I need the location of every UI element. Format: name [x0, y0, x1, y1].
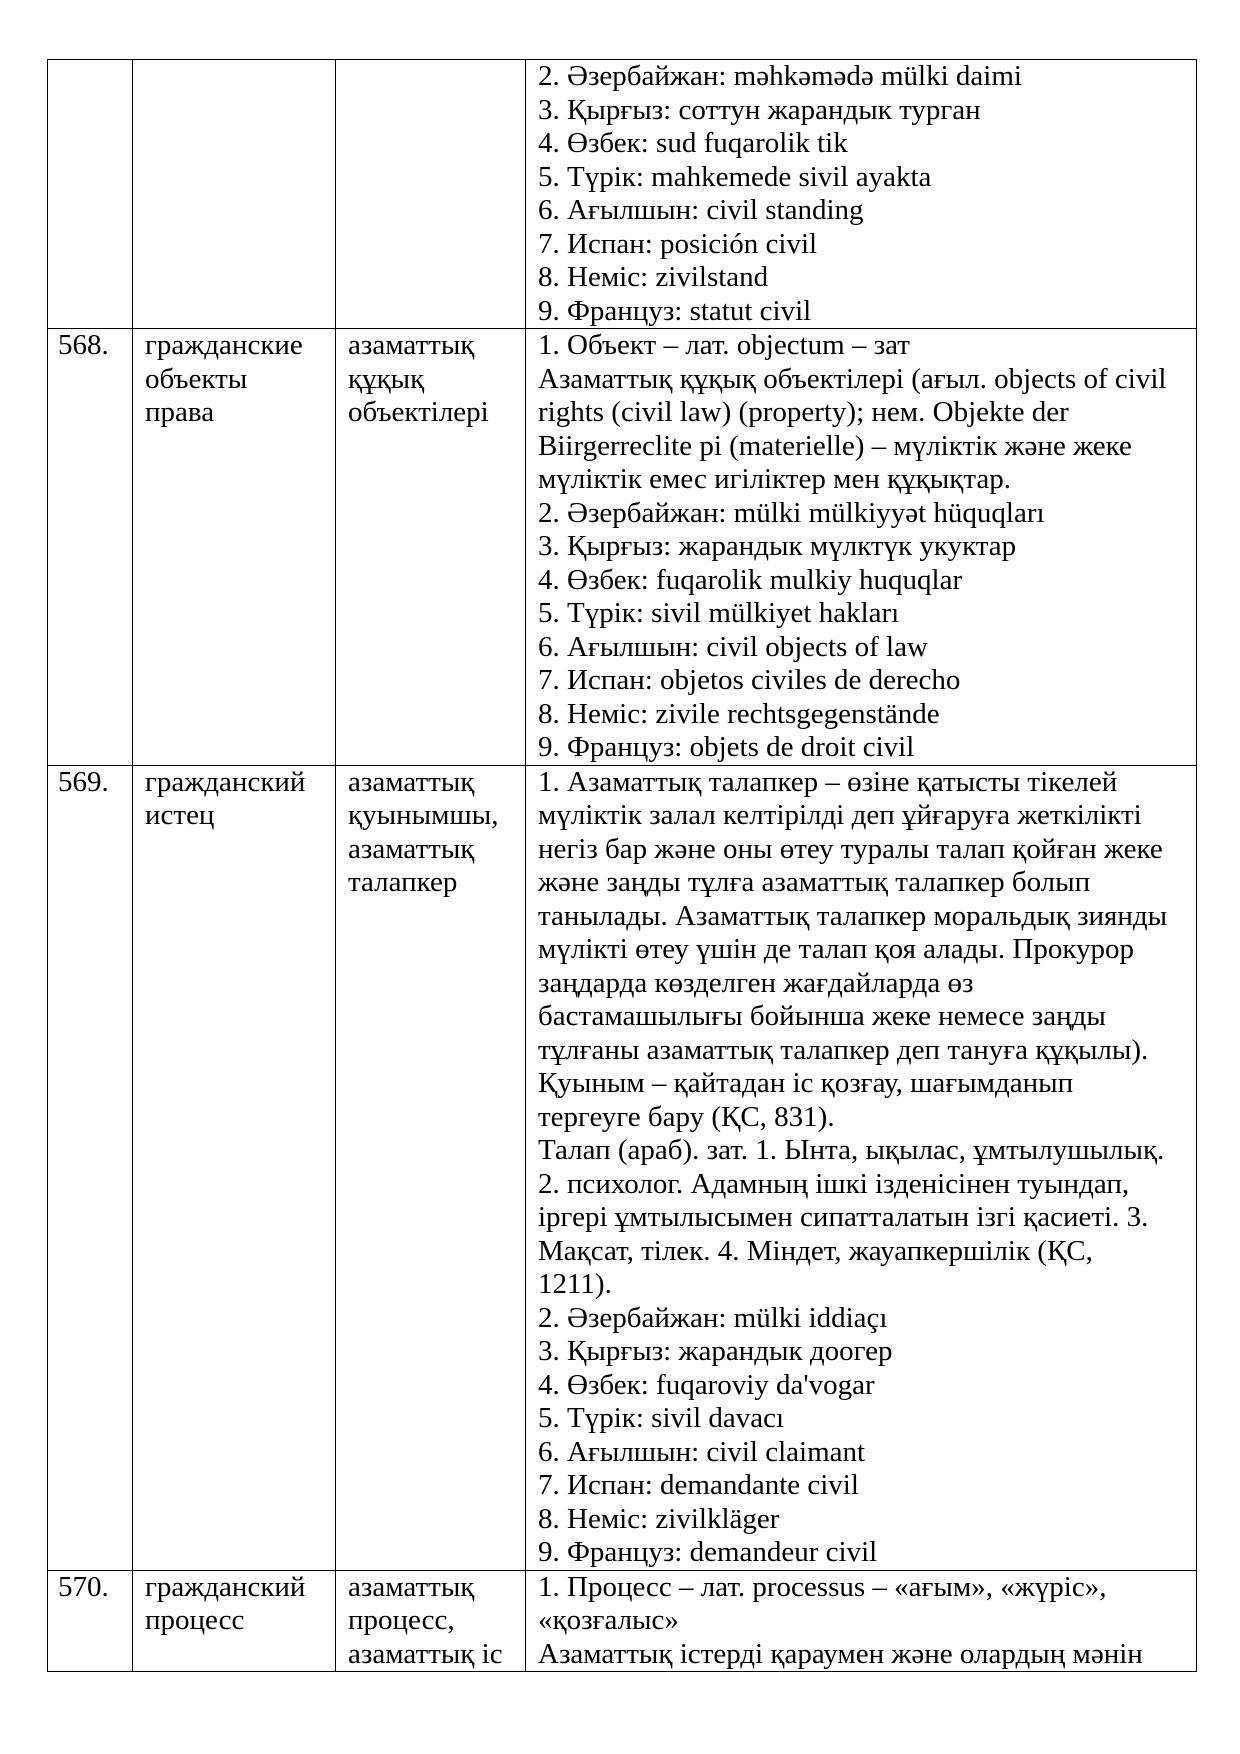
- term-kazakh-line: азаматтық іс: [348, 1637, 503, 1670]
- definition-line: 7. Испан: demandante civil: [538, 1469, 859, 1501]
- term-russian: [133, 765, 336, 1570]
- definition-line: 8. Неміс: zivilkläger: [538, 1502, 780, 1535]
- definition-line: 5. Түрік: mahkemede sivil ayakta: [538, 160, 932, 193]
- definition-line: 4. Өзбек: fuqarolik mulkiy huquqlar: [538, 563, 963, 596]
- definition: [526, 765, 1197, 1570]
- entry-number: [48, 60, 133, 329]
- definition-line: 9. Француз: objets de droit civil: [538, 731, 915, 763]
- definition-line: 2. Әзербайжан: məhkəmədə mülki daimi: [538, 60, 1022, 92]
- entry-number-text: 568.: [58, 329, 109, 361]
- definition-line: 2. Әзербайжан: mülki iddiaçı: [538, 1301, 888, 1334]
- entry-number: [48, 765, 133, 1570]
- definition-line: 2. психолог. Адамның ішкі ізденісінен туындап,: [538, 1167, 1130, 1200]
- term-kazakh-line: қуынымшы,: [348, 799, 499, 831]
- definition-line: 3. Қырғыз: жарандык доогер: [538, 1335, 893, 1367]
- definition-line: 7. Испан: posición civil: [538, 227, 818, 260]
- term-kazakh-line: азаматтық: [348, 1570, 475, 1603]
- definition-line: 6. Ағылшын: civil standing: [538, 194, 864, 226]
- definition-line: 7. Испан: objetos civiles de derecho: [538, 664, 961, 696]
- definition-line: тұлғаны азаматтық талапкер деп тануға құқылы).: [538, 1033, 1149, 1066]
- term-kazakh-line: процесс,: [348, 1604, 455, 1636]
- definition-line: 6. Ағылшын: civil claimant: [538, 1435, 866, 1468]
- table-row: [48, 60, 1197, 329]
- definition-line: 1. Объект – лат. objectum – зат: [538, 329, 910, 361]
- term-kazakh: [336, 1570, 526, 1672]
- term-russian: [133, 1570, 336, 1672]
- definition-line: «қозғалыс»: [538, 1604, 679, 1636]
- term-russian-line: права: [145, 396, 215, 428]
- definition-line: 9. Француз: statut civil: [538, 294, 812, 327]
- term-kazakh: [336, 329, 526, 766]
- term-russian-line: гражданский: [145, 1570, 306, 1603]
- definition: [526, 329, 1197, 766]
- term-kazakh: [336, 765, 526, 1570]
- table-row: [48, 1570, 1197, 1672]
- definition-line: танылады. Азаматтық талапкер моральдық зиянды: [538, 899, 1168, 932]
- definition-line: 5. Түрік: sivil davacı: [538, 1402, 785, 1434]
- definition-line: іргері ұмтылысымен сипатталатын ізгі қасиеті. 3.: [538, 1201, 1149, 1233]
- term-kazakh-line: талапкер: [348, 866, 458, 898]
- term-russian: [133, 329, 336, 766]
- definition-line: 1. Процесс – лат. processus – «ағым», «жүріс»,: [538, 1570, 1107, 1603]
- definition-line: Азаматтық істерді қараумен және олардың мәнін: [538, 1637, 1143, 1670]
- definition-line: 1. Азаматтық талапкер – өзіне қатысты тікелей: [538, 765, 1118, 798]
- definition-line: заңдарда көзделген жағдайларда өз: [538, 966, 974, 999]
- definition-line: 4. Өзбек: fuqaroviy da'vogar: [538, 1368, 875, 1401]
- definition-line: Талап (араб). зат. 1. Ынта, ықылас, ұмтылушылық.: [538, 1134, 1165, 1166]
- term-kazakh-line: азаматтық: [348, 329, 475, 361]
- definition-line: 8. Неміс: zivilstand: [538, 261, 769, 293]
- entry-number: [48, 329, 133, 766]
- dictionary-table: [47, 59, 1197, 1672]
- entry-number-text: 570.: [58, 1570, 109, 1603]
- definition-line: 9. Француз: demandeur civil: [538, 1536, 878, 1568]
- definition-line: rights (civil law) (property); нем. Objekte der: [538, 396, 1069, 428]
- definition-line: Biirgerreclite pi (materielle) – мүліктік және жеке: [538, 429, 1132, 462]
- term-kazakh-line: азаматтық: [348, 765, 475, 798]
- definition-line: мүліктік залал келтірілді деп ұйғаруға жеткілікті: [538, 799, 1142, 831]
- definition-line: 6. Ағылшын: civil objects of law: [538, 630, 928, 663]
- definition-line: мүліктік емес игіліктер мен құқықтар.: [538, 463, 1011, 495]
- definition-line: мүлікті өтеу үшін де талап қоя алады. Прокурор: [538, 933, 1135, 965]
- definition-line: 3. Қырғыз: соттун жарандык турган: [538, 93, 981, 126]
- term-kazakh-line: объектілері: [348, 396, 489, 428]
- definition-line: 2. Әзербайжан: mülki mülkiyyət hüquqları: [538, 496, 1045, 529]
- definition-line: бастамашылығы бойынша жеке немесе заңды: [538, 1000, 1106, 1032]
- definition-line: 5. Түрік: sivil mülkiyet hakları: [538, 597, 900, 629]
- term-russian-line: процесс: [145, 1604, 245, 1636]
- definition: [526, 1570, 1197, 1672]
- definition-line: тергеуге бару (ҚС, 831).: [538, 1100, 835, 1133]
- entry-number: [48, 1570, 133, 1672]
- term-russian-line: гражданский: [145, 765, 306, 798]
- term-russian-line: истец: [145, 799, 215, 831]
- entry-number-text: 569.: [58, 765, 109, 798]
- definition-line: 1211).: [538, 1268, 612, 1300]
- term-kazakh-line: құқық: [348, 362, 425, 395]
- definition-line: 4. Өзбек: sud fuqarolik tik: [538, 127, 848, 159]
- term-kazakh: [336, 60, 526, 329]
- definition-line: 3. Қырғыз: жарандык мүлктүк укуктар: [538, 530, 1017, 562]
- definition-line: Мақсат, тілек. 4. Міндет, жауапкершілік (ҚС,: [538, 1234, 1093, 1267]
- definition: [526, 60, 1197, 329]
- term-russian: [133, 60, 336, 329]
- term-russian-line: гражданские: [145, 329, 303, 361]
- definition-line: негіз бар және оны өтеу туралы талап қойған жеке: [538, 832, 1163, 865]
- definition-line: Азаматтық құқық объектілері (ағыл. objects of civil: [538, 362, 1167, 395]
- definition-line: Қуыным – қайтадан іс қозғау, шағымданып: [538, 1067, 1074, 1099]
- definition-line: 8. Неміс: zivile rechtsgegenstände: [538, 697, 940, 730]
- term-russian-line: объекты: [145, 362, 248, 395]
- table-row: [48, 765, 1197, 1570]
- definition-line: және заңды тұлға азаматтық талапкер болып: [538, 866, 1091, 898]
- table-row: [48, 329, 1197, 766]
- term-kazakh-line: азаматтық: [348, 832, 475, 865]
